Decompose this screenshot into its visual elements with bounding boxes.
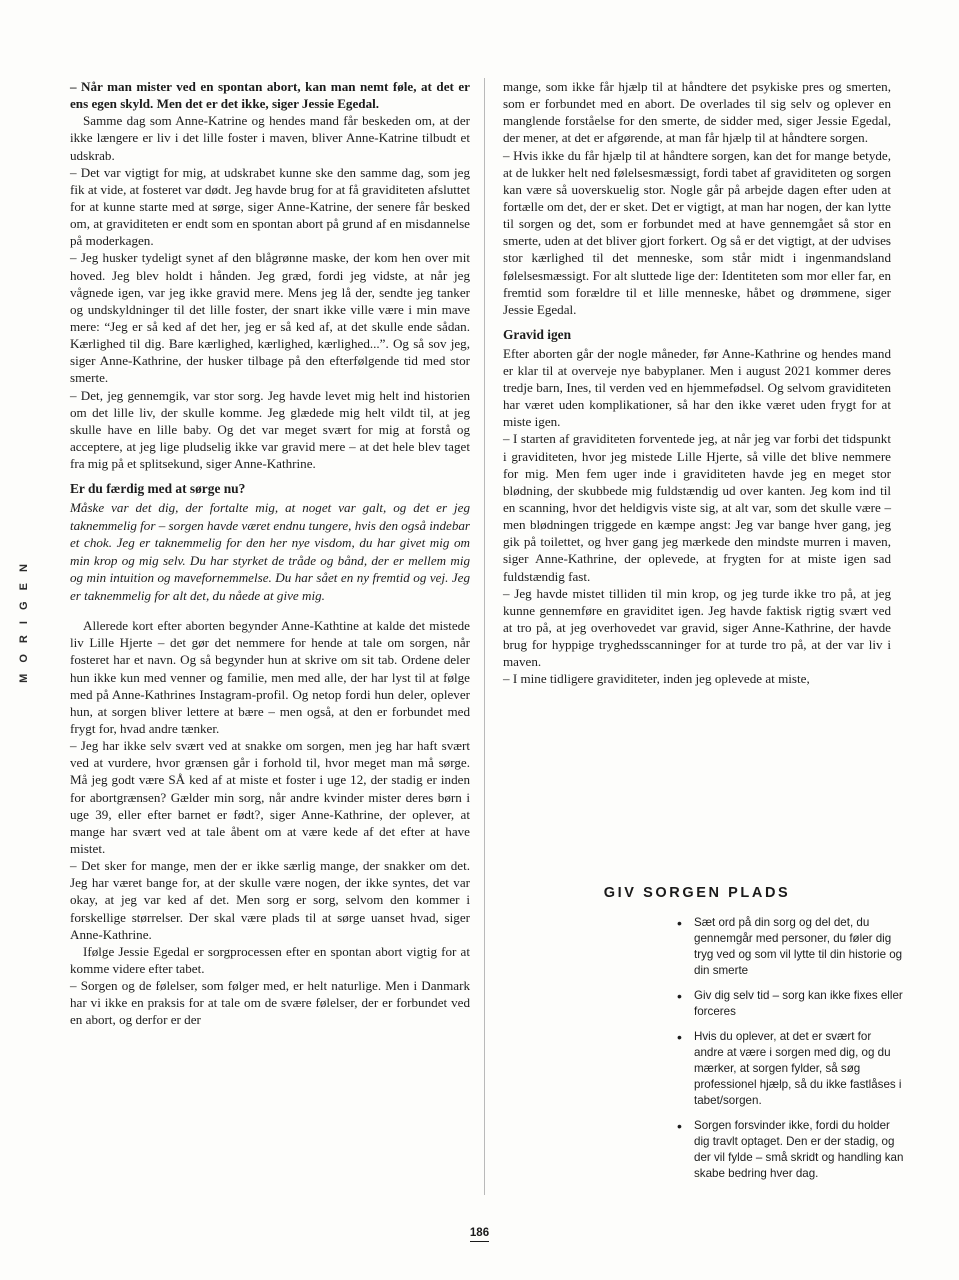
column-divider xyxy=(484,78,485,1195)
pullquote: Måske var det dig, der fortalte mig, at noget var galt, og det er jeg taknemmelig for – sorgen havde været endnu tungere, hvis den også indebar et chok. Jeg er taknemmelig for den her nye visdom, du har givet mig om min krop og mig selv. Du har styrket de tråde og bånd, der er mellem mig og min intuition og mavefornemmelse. Du har sået en ny fremtid og vej. Jeg er taknemmelig for alt det, du nåede at give mig. xyxy=(70,499,471,603)
paragraph: mange, som ikke får hjælp til at håndtere det psykiske pres og smerten, som er forbundet med en abort. De overlades til sig selv og oplever en manglende forståelse for den smerte, de sidder med, siger Jessie Egedal, der mener, at det er afgørende, at man får hjælp til at håndtere sorgen. xyxy=(503,79,891,146)
list-item: • Sorgen forsvinder ikke, fordi du holder dig travlt optaget. Den er der stadig, og der vil fylde – små skridt og handling kan skabe bedring hver dag. xyxy=(694,1118,904,1182)
page-number-value: 186 xyxy=(470,1227,489,1242)
tips-box xyxy=(503,885,904,1191)
list-item: • Sæt ord på din sorg og del det, du gennemgår med personer, du føler dig tryg ved og som vil lytte til din historie og din smerte xyxy=(694,915,904,979)
paragraph: – Jeg husker tydeligt synet af den blågrønne maske, der kom hen over mit hoved. Jeg blev holdt i hånden. Jeg græd, fordi jeg vidste, at når jeg vågnede igen, var jeg ikke gravid mere. Mens jeg lå der, sendte jeg tanker og undskyldninger til det lille foster, der snart ikke ville være i min mave mere: “Jeg er så ked af det her, jeg er så ked af, at det skulle ende sådan. Kærlighed til dig. Bare kærlighed, kærlighed, kærlighed...”. Og så sov jeg, siger Anne-Kathrine, der husker tilbage på den efterfølgende tid med stor smerte. xyxy=(70,250,470,386)
paragraph: – Det sker for mange, men der er ikke særlig mange, der snakker om det. Jeg har været bange for, at der skulle være nogen, der ikke syntes, det var okay, at jeg var ked af det. Men sorg er sorg, selvom den kommer i forskellige størrelser. Der skal være plads til at sørge uanset hvad, siger Anne-Kathrine. xyxy=(70,858,470,942)
subheading: Gravid igen xyxy=(503,326,572,342)
list-item: • Giv dig selv tid – sorg kan ikke fixes eller forceres xyxy=(694,988,904,1020)
paragraph: – Jeg havde mistet tilliden til min krop, og jeg turde ikke tro på, at jeg kunne gennemføre en graviditet igen. Jeg havde faktisk rigtig svært ved at tro på, at jeg overhovedet var gravid, siger Anne-Kathrine, der havde brug for hyppige tryghedsscanninger for at turde tro på, at der var liv i maven. xyxy=(503,585,891,670)
paragraph: – Jeg har ikke selv svært ved at snakke om sorgen, men jeg har haft svært ved at vurdere, hvor grænsen går i forhold til, hvor meget man må sørge. Må jeg godt være SÅ ked af at miste et foster i uge 12, der stadig er inden for abortgrænsen? Gælder min sorg, når andre kvinder mister deres børn i uge 39, eller efter barnet er født?, siger Anne-Kathrine, der oplever, at mange har svært ved at tale åbent om at være kede af det efter at have mistet. xyxy=(70,738,470,856)
paragraph: – I starten af graviditeten forventede jeg, at når jeg var forbi det tidspunkt i graviditeten, hvor jeg mistede Lille Hjerte, så ville det blive nemmere for mig. Men fem uger inde i graviditeten havde jeg en meget stor blødning, der skubbede mig fuldstændig ud over kanten. Jeg kom ind til en scanning, hvor det heldigvis viste sig, at alt var, som det skulle være – men blødningen triggede en kæmpe angst: Jeg var bange hver gang, jeg gik på toilettet, og hver gang jeg mærkede den mindste murren i maven, siger Anne-Kathrine, der oplevede, at frygten for at miste igen sad fuldstændig fast. xyxy=(503,431,891,584)
paragraph: – Sorgen og de følelser, som følger med, er helt naturlige. Men i Danmark har vi ikke en praksis for at tale om de svære følelser, der er forbundet ved en abort, og derfor er der xyxy=(70,978,470,1028)
page-number xyxy=(0,1227,959,1242)
paragraph: – Hvis ikke du får hjælp til at håndtere sorgen, kan det for mange betyde, at de lukker helt ned følelsesmæssigt, fordi tabet af graviditeten og sorgen kan være så uoverskuelig stor. Nogle går på arbejde dagen efter uden at fortælle om det, der er sket. Det er vigtigt, at man har nogen, der kan lytte til sorgen og det, som er forbundet med at have gennemgået så stor en smerte, uden at det bliver gjort forkert. Og så er det vigtigt, at der udvises stor kærlighed til det menneske, som står midt i ingenmandsland følelsesmæssigt. For alt sluttede lige der: Identiteten som mor eller far, en fremtid som forældre til et lille menneske, håbet og drømmene, siger Jessie Egedal. xyxy=(503,147,891,317)
list-item: • Hvis du oplever, at det er svært for andre at være i sorgen med dig, og du mærker, at sorgen fylder, så søg professionel hjælp, så du ikke fastlåses i tabet/sorgen. xyxy=(694,1029,904,1109)
subheading: Er du færdig med at sørge nu? xyxy=(70,481,246,497)
paragraph: Samme dag som Anne-Katrine og hendes mand får beskeden om, at der ikke længere er liv i det lille foster i maven, bliver Anne-Katrine tilbudt et udskrab. xyxy=(70,113,470,163)
paragraph: – I mine tidligere graviditeter, inden jeg oplevede at miste, xyxy=(503,671,810,687)
left-column xyxy=(70,78,470,1198)
paragraph: Allerede kort efter aborten begynder Anne-Kathtine at kalde det mistede liv Lille Hjerte – det gør det nemmere for hende at tale om sorgen, når fosteret har et navn. Og så begynder hun at skrive om sit tab. Ordene deler hun ikke kun med venner og familie, men med alle, der har lyst til at følge med på Anne-Kathrines Instagram-profil. Og netop fordi hun deler, oplever hun, at sorgen bliver lettere at bære – men også, at den er forbundet med frygt for, hvad andre tænker. xyxy=(70,618,470,737)
tips-list xyxy=(668,915,904,1182)
running-head-label: M O R I G E N xyxy=(18,560,30,683)
paragraph: – Det var vigtigt for mig, at udskrabet kunne ske den samme dag, som jeg fik at vide, at fosteret var dødt. Jeg havde brug for at få graviditeten afsluttet for at kunne starte med at sørge, siger Anne-Katrine, der senere får besked om, at graviditeten er endt som en spontan abort på grund af en misdannelse på moderkagen. xyxy=(70,164,470,249)
paragraph: Ifølge Jessie Egedal er sorgprocessen efter en spontan abort vigtig for at komme videre efter tabet. xyxy=(70,943,470,976)
tips-box-title: GIV SORGEN PLADS xyxy=(603,885,791,901)
paragraph: Efter aborten går der nogle måneder, før Anne-Kathrine og hendes mand er klar til at overveje nye babyplaner. Men i august 2021 kommer deres tredje barn, Ines, til verden ved en hjemmefødsel. Og selvom graviditeten har været uden komplikationer, så har den ikke været uden frygt for at miste igen. xyxy=(503,345,891,430)
paragraph: – Når man mister ved en spontan abort, kan man nemt føle, at det er ens egen skyld. Men det er det ikke, siger Jessie Egedal. xyxy=(70,79,470,112)
spacer xyxy=(70,604,470,617)
paragraph: – Det, jeg gennemgik, var stor sorg. Jeg havde levet mig helt ind historien om det lille liv, der skulle komme. Jeg glædede mig helt vildt til, at jeg skulle have en lille baby. Og det var meget svært for mig at forstå og acceptere, at jeg lige pludselig ikke var gravid mere – at det hele blev taget fra mig på et splitsekund, siger Anne-Kathrine. xyxy=(70,387,470,472)
